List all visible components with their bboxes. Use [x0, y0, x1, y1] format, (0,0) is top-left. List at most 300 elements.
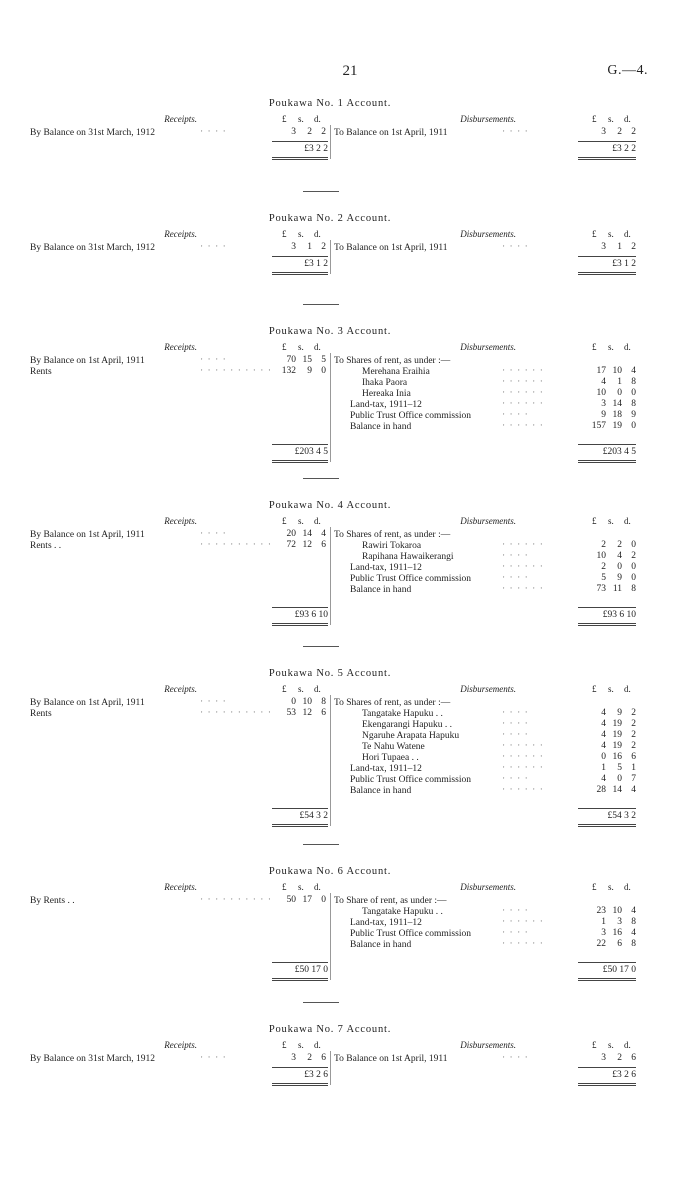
receipts-column-header: s.	[298, 516, 304, 526]
disbursement-amount: 3	[601, 928, 606, 938]
receipts-label: Receipts.	[164, 882, 197, 892]
receipt-amount: 3	[291, 1053, 296, 1063]
disbursement-amount: 0	[631, 562, 636, 572]
receipts-column-header: d.	[314, 114, 321, 124]
receipt-line: By Balance on 31st March, 1912	[30, 243, 156, 253]
total-double-rule	[272, 157, 328, 160]
disbursements-total: £3 2 6	[612, 1070, 636, 1080]
receipt-amount: 6	[321, 1053, 326, 1063]
receipt-line: By Rents . .	[30, 896, 75, 906]
disbursements-label: Disbursements.	[460, 882, 516, 892]
receipts-label: Receipts.	[164, 684, 197, 694]
receipts-total: £3 2 6	[304, 1070, 328, 1080]
disbursement-amount: 0	[631, 421, 636, 431]
receipts-total: £3 2 2	[304, 144, 328, 154]
disbursement-amount: 19	[612, 421, 622, 431]
column-divider	[330, 527, 331, 625]
disbursement-line: Balance in hand	[350, 786, 412, 796]
disbursement-amount: 3	[601, 127, 606, 137]
total-double-rule	[272, 623, 328, 626]
disbursements-column-header: s.	[608, 229, 614, 239]
disbursement-amount: 16	[612, 928, 622, 938]
receipt-amount: 12	[302, 708, 312, 718]
total-rule	[272, 444, 328, 445]
disbursements-label: Disbursements.	[460, 1040, 516, 1050]
disbursement-amount: 2	[601, 540, 606, 550]
receipts-column-header: £	[282, 1040, 287, 1050]
disbursement-amount: 2	[617, 127, 622, 137]
disbursement-amount: 4	[601, 774, 606, 784]
account-title: Poukawa No. 1 Account.	[268, 98, 392, 109]
receipt-amount: 20	[286, 529, 296, 539]
disbursement-amount: 2	[631, 551, 636, 561]
disbursement-line: To Shares of rent, as under :—	[334, 530, 451, 540]
leader-dots: · · · · · ·	[502, 584, 544, 594]
leader-dots: · · · · · ·	[502, 540, 544, 550]
total-double-rule	[578, 978, 636, 981]
disbursements-column-header: £	[592, 1040, 597, 1050]
disbursement-line: Tangatake Hapuku . .	[362, 907, 443, 917]
disbursement-amount: 0	[601, 752, 606, 762]
disbursements-column-header: s.	[608, 1040, 614, 1050]
disbursement-amount: 6	[631, 1053, 636, 1063]
column-divider	[330, 125, 331, 159]
disbursement-amount: 14	[612, 399, 622, 409]
disbursement-line: To Shares of rent, as under :—	[334, 698, 451, 708]
disbursement-amount: 3	[617, 917, 622, 927]
column-divider	[330, 1051, 331, 1085]
disbursement-amount: 0	[617, 562, 622, 572]
disbursements-label: Disbursements.	[460, 114, 516, 124]
disbursement-line: Public Trust Office commission	[350, 574, 471, 584]
disbursement-amount: 11	[612, 584, 622, 594]
total-rule	[578, 607, 636, 608]
disbursement-amount: 19	[612, 741, 622, 751]
receipt-amount: 1	[307, 242, 312, 252]
receipt-amount: 50	[286, 895, 296, 905]
section-separator	[303, 304, 339, 305]
disbursement-line: Balance in hand	[350, 940, 412, 950]
disbursement-line: Merehana Eraihia	[362, 367, 430, 377]
leader-dots: · · · · · ·	[502, 752, 544, 762]
receipt-line: Rents	[30, 367, 52, 377]
disbursement-amount: 0	[631, 388, 636, 398]
disbursement-amount: 19	[612, 719, 622, 729]
disbursement-amount: 3	[601, 399, 606, 409]
disbursement-amount: 8	[631, 939, 636, 949]
leader-dots: · · · · · · · · · ·	[200, 708, 273, 718]
receipt-amount: 17	[302, 895, 312, 905]
account-title: Poukawa No. 2 Account.	[268, 213, 392, 224]
disbursement-amount: 1	[601, 917, 606, 927]
receipt-amount: 70	[286, 355, 296, 365]
column-divider	[330, 353, 331, 462]
disbursement-line: Hori Tupaea . .	[362, 753, 419, 763]
disbursement-amount: 9	[617, 708, 622, 718]
leader-dots: · · · ·	[502, 410, 529, 420]
leader-dots: · · · · · ·	[502, 741, 544, 751]
disbursement-amount: 2	[601, 562, 606, 572]
disbursements-label: Disbursements.	[460, 229, 516, 239]
total-double-rule	[272, 978, 328, 981]
total-double-rule	[578, 460, 636, 463]
total-rule	[578, 808, 636, 809]
document-reference: G.—4.	[607, 63, 648, 78]
total-double-rule	[578, 623, 636, 626]
receipt-amount: 12	[302, 540, 312, 550]
leader-dots: · · · · · ·	[502, 421, 544, 431]
disbursement-amount: 4	[631, 785, 636, 795]
receipt-line: By Balance on 31st March, 1912	[30, 1054, 156, 1064]
leader-dots: · · · · · ·	[502, 366, 544, 376]
disbursement-line: To Share of rent, as under :—	[334, 896, 447, 906]
disbursement-line: Land-tax, 1911–12	[350, 563, 422, 573]
disbursement-amount: 2	[631, 730, 636, 740]
disbursement-amount: 2	[631, 127, 636, 137]
receipts-label: Receipts.	[164, 516, 197, 526]
receipts-total: £50 17 0	[294, 965, 328, 975]
disbursement-amount: 1	[617, 377, 622, 387]
disbursements-column-header: d.	[624, 882, 631, 892]
total-rule	[272, 962, 328, 963]
receipt-amount: 2	[321, 127, 326, 137]
disbursements-column-header: £	[592, 882, 597, 892]
page-number: 21	[342, 63, 358, 79]
disbursements-column-header: £	[592, 684, 597, 694]
section-separator	[303, 478, 339, 479]
disbursement-amount: 3	[601, 1053, 606, 1063]
disbursement-amount: 5	[617, 763, 622, 773]
disbursement-amount: 2	[617, 540, 622, 550]
disbursement-amount: 4	[631, 366, 636, 376]
receipt-amount: 132	[281, 366, 296, 376]
disbursement-line: To Shares of rent, as under :—	[334, 356, 451, 366]
disbursement-amount: 8	[631, 584, 636, 594]
disbursement-amount: 2	[631, 719, 636, 729]
leader-dots: · · · ·	[502, 573, 529, 583]
disbursement-amount: 8	[631, 917, 636, 927]
leader-dots: · · · ·	[200, 355, 227, 365]
total-double-rule	[272, 1083, 328, 1086]
disbursements-column-header: £	[592, 114, 597, 124]
disbursement-amount: 17	[596, 366, 606, 376]
disbursements-column-header: d.	[624, 229, 631, 239]
receipts-column-header: £	[282, 516, 287, 526]
leader-dots: · · · ·	[200, 529, 227, 539]
disbursement-amount: 1	[601, 763, 606, 773]
disbursement-amount: 0	[631, 540, 636, 550]
receipt-amount: 8	[321, 697, 326, 707]
receipt-amount: 0	[321, 366, 326, 376]
disbursement-line: Hereaka Inia	[362, 389, 411, 399]
disbursements-label: Disbursements.	[460, 684, 516, 694]
disbursement-amount: 10	[596, 388, 606, 398]
disbursement-line: Rawiri Tokaroa	[362, 541, 422, 551]
disbursement-amount: 0	[617, 774, 622, 784]
disbursements-column-header: s.	[608, 342, 614, 352]
total-rule	[578, 444, 636, 445]
leader-dots: · · · ·	[502, 928, 529, 938]
total-double-rule	[578, 157, 636, 160]
disbursements-total: £3 1 2	[612, 259, 636, 269]
disbursement-amount: 2	[631, 741, 636, 751]
receipts-column-header: £	[282, 684, 287, 694]
account-title: Poukawa No. 4 Account.	[268, 500, 392, 511]
disbursements-total: £3 2 2	[612, 144, 636, 154]
account-title: Poukawa No. 3 Account.	[268, 326, 392, 337]
disbursement-line: Ekengarangi Hapuku . .	[362, 720, 452, 730]
disbursement-line: Ihaka Paora	[362, 378, 408, 388]
section-separator	[303, 646, 339, 647]
disbursements-column-header: d.	[624, 1040, 631, 1050]
disbursement-amount: 0	[631, 573, 636, 583]
receipt-amount: 10	[302, 697, 312, 707]
disbursement-line: To Balance on 1st April, 1911	[334, 128, 448, 138]
disbursement-amount: 8	[631, 399, 636, 409]
disbursement-line: Public Trust Office commission	[350, 775, 471, 785]
disbursement-line: Rapihana Hawaikerangi	[362, 552, 454, 562]
leader-dots: · · · · · ·	[502, 785, 544, 795]
disbursement-amount: 4	[601, 741, 606, 751]
disbursements-column-header: s.	[608, 114, 614, 124]
receipts-total: £93 6 10	[294, 610, 328, 620]
total-rule	[272, 256, 328, 257]
disbursements-total: £50 17 0	[602, 965, 636, 975]
receipt-amount: 3	[291, 127, 296, 137]
leader-dots: · · · · · ·	[502, 939, 544, 949]
receipt-amount: 15	[302, 355, 312, 365]
receipts-column-header: s.	[298, 882, 304, 892]
leader-dots: · · · ·	[502, 730, 529, 740]
receipts-label: Receipts.	[164, 114, 197, 124]
disbursements-column-header: s.	[608, 516, 614, 526]
receipt-line: By Balance on 31st March, 1912	[30, 128, 156, 138]
leader-dots: · · · · · ·	[502, 388, 544, 398]
column-divider	[330, 240, 331, 274]
disbursement-line: Land-tax, 1911–12	[350, 918, 422, 928]
leader-dots: · · · ·	[502, 774, 529, 784]
section-separator	[303, 1002, 339, 1003]
disbursement-line: Balance in hand	[350, 422, 412, 432]
leader-dots: · · · ·	[200, 242, 227, 252]
disbursement-amount: 73	[596, 584, 606, 594]
receipts-column-header: s.	[298, 114, 304, 124]
leader-dots: · · · · · ·	[502, 399, 544, 409]
disbursement-amount: 9	[601, 410, 606, 420]
disbursements-column-header: £	[592, 342, 597, 352]
receipt-amount: 72	[286, 540, 296, 550]
disbursements-label: Disbursements.	[460, 342, 516, 352]
total-double-rule	[272, 460, 328, 463]
column-divider	[330, 893, 331, 980]
disbursements-total: £93 6 10	[602, 610, 636, 620]
receipts-column-header: s.	[298, 1040, 304, 1050]
disbursement-line: Tangatake Hapuku . .	[362, 709, 443, 719]
section-separator	[303, 191, 339, 192]
disbursement-amount: 19	[612, 730, 622, 740]
receipt-amount: 0	[291, 697, 296, 707]
disbursements-total: £203 4 5	[602, 447, 636, 457]
disbursement-amount: 4	[601, 719, 606, 729]
disbursement-amount: 10	[596, 551, 606, 561]
receipt-amount: 2	[307, 1053, 312, 1063]
total-double-rule	[578, 824, 636, 827]
disbursement-amount: 0	[617, 388, 622, 398]
disbursement-amount: 4	[601, 377, 606, 387]
leader-dots: · · · · · · · · · ·	[200, 540, 273, 550]
disbursement-line: Ngaruhe Arapata Hapuku	[362, 731, 460, 741]
disbursement-line: Land-tax, 1911–12	[350, 764, 422, 774]
disbursement-line: Public Trust Office commission	[350, 929, 471, 939]
disbursement-amount: 22	[596, 939, 606, 949]
disbursement-amount: 7	[631, 774, 636, 784]
total-rule	[272, 607, 328, 608]
disbursement-line: Te Nahu Watene	[362, 742, 425, 752]
receipts-column-header: d.	[314, 342, 321, 352]
receipt-amount: 6	[321, 708, 326, 718]
disbursement-amount: 157	[591, 421, 606, 431]
receipts-column-header: d.	[314, 229, 321, 239]
leader-dots: · · · ·	[502, 1053, 529, 1063]
total-rule	[578, 962, 636, 963]
leader-dots: · · · ·	[502, 719, 529, 729]
leader-dots: · · · ·	[502, 906, 529, 916]
disbursements-column-header: s.	[608, 684, 614, 694]
disbursement-amount: 4	[631, 906, 636, 916]
receipts-total: £54 3 2	[299, 811, 328, 821]
disbursement-amount: 9	[631, 410, 636, 420]
disbursement-amount: 4	[601, 730, 606, 740]
disbursements-column-header: d.	[624, 516, 631, 526]
receipts-column-header: d.	[314, 1040, 321, 1050]
account-title: Poukawa No. 6 Account.	[268, 866, 392, 877]
disbursements-total: £54 3 2	[607, 811, 636, 821]
receipt-amount: 2	[307, 127, 312, 137]
disbursement-amount: 14	[612, 785, 622, 795]
leader-dots: · · · ·	[502, 551, 529, 561]
leader-dots: · · · ·	[502, 708, 529, 718]
section-separator	[303, 844, 339, 845]
disbursement-amount: 6	[631, 752, 636, 762]
disbursement-amount: 6	[617, 939, 622, 949]
leader-dots: · · · · · ·	[502, 562, 544, 572]
disbursements-column-header: d.	[624, 342, 631, 352]
disbursement-line: Public Trust Office commission	[350, 411, 471, 421]
disbursement-amount: 2	[631, 242, 636, 252]
disbursements-column-header: d.	[624, 684, 631, 694]
receipt-line: Rents . .	[30, 541, 62, 551]
total-double-rule	[578, 272, 636, 275]
disbursement-amount: 2	[617, 1053, 622, 1063]
receipt-amount: 2	[321, 242, 326, 252]
leader-dots: · · · ·	[502, 127, 529, 137]
receipts-column-header: £	[282, 882, 287, 892]
disbursement-amount: 23	[596, 906, 606, 916]
leader-dots: · · · ·	[200, 127, 227, 137]
column-divider	[330, 695, 331, 826]
receipts-column-header: £	[282, 342, 287, 352]
disbursement-amount: 5	[601, 573, 606, 583]
receipts-total: £203 4 5	[294, 447, 328, 457]
receipt-amount: 53	[286, 708, 296, 718]
receipts-column-header: d.	[314, 684, 321, 694]
receipt-amount: 9	[307, 366, 312, 376]
receipt-line: By Balance on 1st April, 1911	[30, 530, 145, 540]
total-double-rule	[272, 272, 328, 275]
receipts-column-header: s.	[298, 229, 304, 239]
receipt-amount: 6	[321, 540, 326, 550]
disbursement-line: To Balance on 1st April, 1911	[334, 243, 448, 253]
receipt-amount: 0	[321, 895, 326, 905]
receipts-label: Receipts.	[164, 229, 197, 239]
total-rule	[578, 141, 636, 142]
disbursement-amount: 4	[601, 708, 606, 718]
receipts-column-header: s.	[298, 342, 304, 352]
leader-dots: · · · · · ·	[502, 763, 544, 773]
disbursements-column-header: £	[592, 229, 597, 239]
disbursements-label: Disbursements.	[460, 516, 516, 526]
receipt-amount: 3	[291, 242, 296, 252]
disbursement-amount: 28	[596, 785, 606, 795]
receipts-total: £3 1 2	[304, 259, 328, 269]
disbursement-line: To Balance on 1st April, 1911	[334, 1054, 448, 1064]
receipt-line: By Balance on 1st April, 1911	[30, 356, 145, 366]
total-rule	[578, 1067, 636, 1068]
leader-dots: · · · ·	[502, 242, 529, 252]
leader-dots: · · · · · · · · · ·	[200, 366, 273, 376]
receipts-label: Receipts.	[164, 1040, 197, 1050]
total-double-rule	[272, 824, 328, 827]
disbursement-line: Land-tax, 1911–12	[350, 400, 422, 410]
leader-dots: · · · · · · · · · ·	[200, 895, 273, 905]
total-rule	[578, 256, 636, 257]
disbursement-amount: 16	[612, 752, 622, 762]
total-rule	[272, 141, 328, 142]
disbursement-amount: 8	[631, 377, 636, 387]
receipts-column-header: £	[282, 114, 287, 124]
receipt-amount: 14	[302, 529, 312, 539]
receipts-column-header: s.	[298, 684, 304, 694]
leader-dots: · · · ·	[200, 697, 227, 707]
total-rule	[272, 1067, 328, 1068]
disbursements-column-header: s.	[608, 882, 614, 892]
leader-dots: · · · · · ·	[502, 377, 544, 387]
total-rule	[272, 808, 328, 809]
disbursement-line: Balance in hand	[350, 585, 412, 595]
account-title: Poukawa No. 5 Account.	[268, 668, 392, 679]
disbursement-amount: 9	[617, 573, 622, 583]
disbursement-amount: 4	[617, 551, 622, 561]
receipt-amount: 4	[321, 529, 326, 539]
receipt-line: By Balance on 1st April, 1911	[30, 698, 145, 708]
receipts-column-header: d.	[314, 516, 321, 526]
disbursement-amount: 10	[612, 366, 622, 376]
disbursements-column-header: £	[592, 516, 597, 526]
disbursement-amount: 18	[612, 410, 622, 420]
disbursements-column-header: d.	[624, 114, 631, 124]
disbursement-amount: 10	[612, 906, 622, 916]
receipts-column-header: £	[282, 229, 287, 239]
disbursement-amount: 3	[601, 242, 606, 252]
account-title: Poukawa No. 7 Account.	[268, 1024, 392, 1035]
receipts-column-header: d.	[314, 882, 321, 892]
disbursement-amount: 4	[631, 928, 636, 938]
leader-dots: · · · ·	[200, 1053, 227, 1063]
disbursement-amount: 2	[631, 708, 636, 718]
disbursement-amount: 1	[617, 242, 622, 252]
disbursement-amount: 1	[631, 763, 636, 773]
total-double-rule	[578, 1083, 636, 1086]
